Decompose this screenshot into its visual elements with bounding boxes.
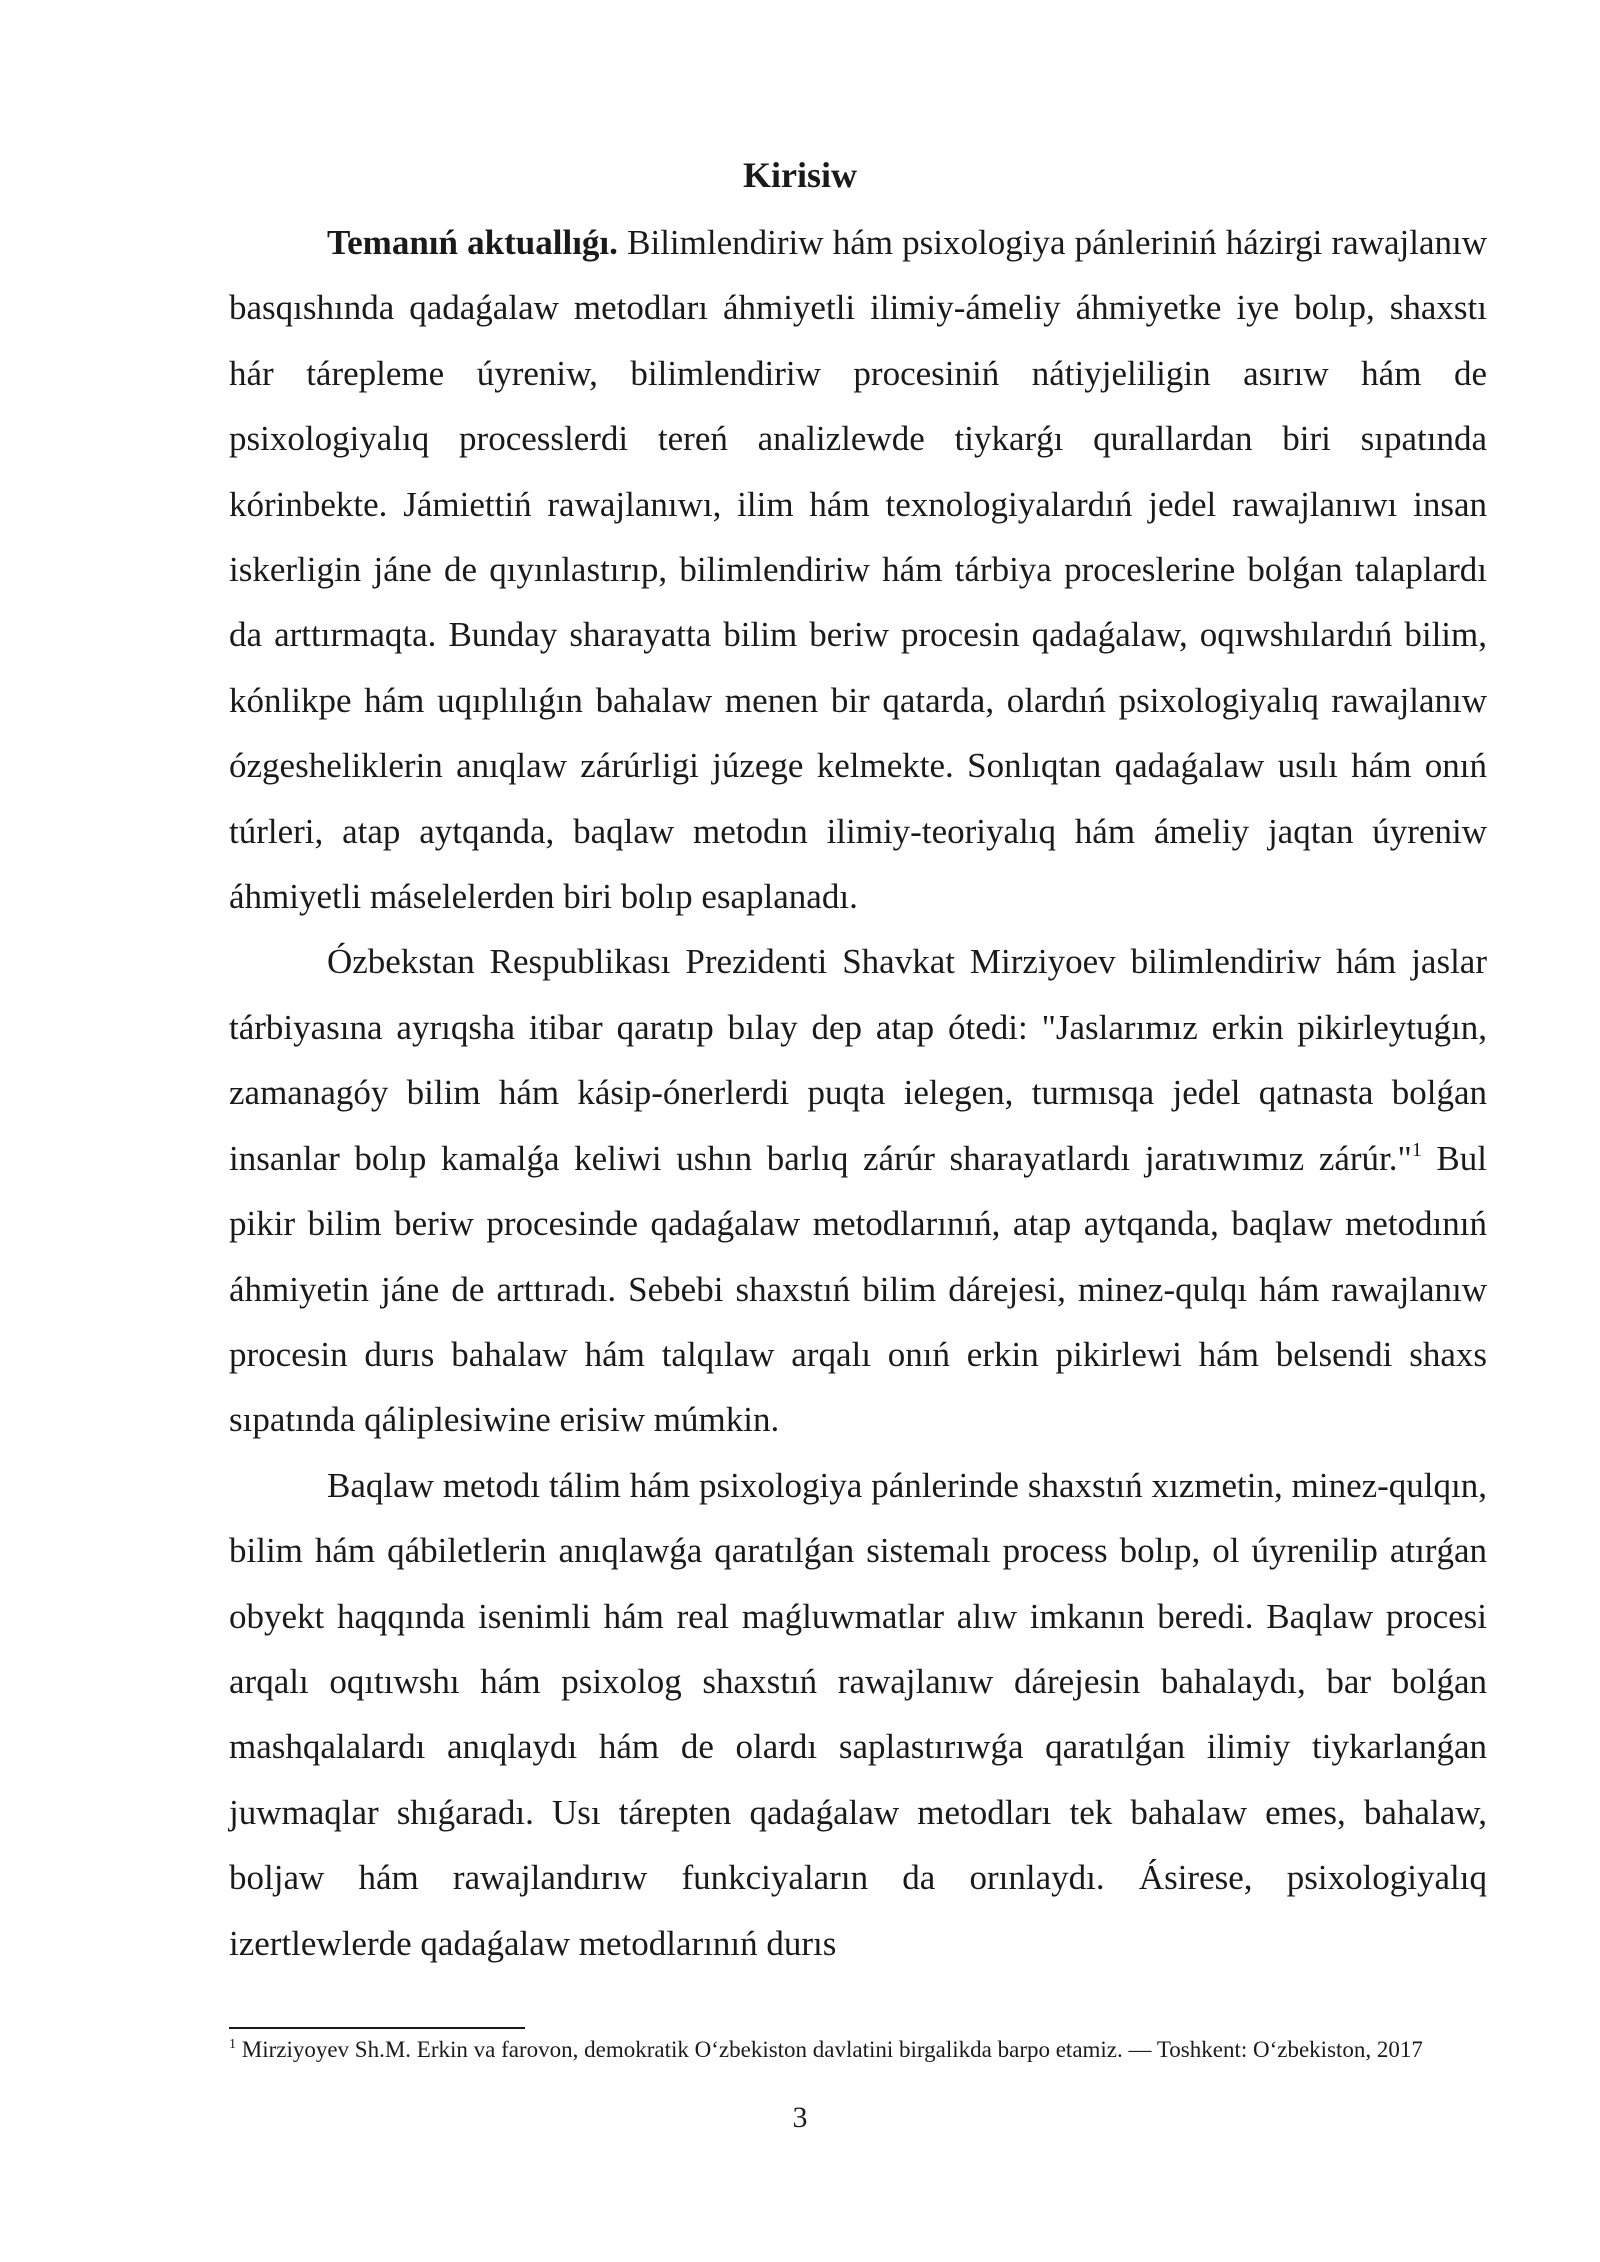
footnote xyxy=(229,2035,1487,2064)
paragraph-text: Ózbekstan Respublikası Prezidenti Shavkat Mirziyoev bilimlendiriw hám jaslar tárbiyasına ayrıqsha itibar qaratıp bılay dep atap ótedi: "Jaslarımız erkin pikirleytuǵın, zamanagóy bilim hám kásip-ónerlerdi puqta ielegen, turmısqa jedel qatnasta bolǵan insanlar bolıp kamalǵa keliwi ushın barlıq zárúr sharayatlardı jaratıwımız zárúr." xyxy=(229,942,1487,1178)
paragraph-text: Bilimlendiriw hám psixologiya pánleriniń házirgi rawajlanıw basqıshında qadaǵalaw metodları áhmiyetli ilimiy-ámeliy áhmiyetke iye bolıp, shaxstı hár tárepleme úyreniw, bilimlendiriw procesiniń nátiyjeliligin asırıw hám de psixologiyalıq processlerdi tereń analizlewde tiykarǵı qurallardan biri sıpatında kórinbekte. Jámiettiń rawajlanıwı, ilim hám texnologiyalardıń jedel rawajlanıwı insan iskerligin jáne de qıyınlastırıp, bilimlendiriw hám tárbiya proceslerine bolǵan talaplardı da arttırmaqta. Bunday sharayatta bilim beriw procesin qadaǵalaw, oqıwshılardıń bilim, kónlikpe hám uqıplılıǵın bahalaw menen bir qatarda, olardıń psixologiyalıq rawajlanıw ózgesheliklerin anıqlaw zárúrligi júzege kelmekte. Sonlıqtan qadaǵalaw usılı hám onıń túrleri, atap aytqanda, baqlaw metodın ilimiy-teoriyalıq hám ámeliy jaqtan úyreniw áhmiyetli máselelerden biri bolıp esaplanadı. xyxy=(229,223,1488,917)
page-title: Kirisiw xyxy=(743,155,857,195)
footnote-text: Mirziyoyev Sh.M. Erkin va farovon, demokratik O‘zbekiston davlatini birgalikda barpo etamiz. — Toshkent: O‘zbekiston, 2017 xyxy=(236,2037,1423,2062)
page-number: 3 xyxy=(792,2101,808,2134)
footnote-separator xyxy=(229,2027,525,2029)
paragraph-text: Baqlaw metodı tálim hám psixologiya pánlerinde shaxstıń xızmetin, minez-qulqın, bilim hám qábiletlerin anıqlawǵa qaratılǵan sistemalı process bolıp, ol úyrenilip atırǵan obyekt haqqında isenimli hám real maǵluwmatlar alıw imkanın beredi. Baqlaw procesi arqalı oqıtıwshı hám psixolog shaxstıń rawajlanıw dárejesin bahalaydı, bar bolǵan mashqalalardı anıqlaydı hám de olardı saplastırıwǵa qaratılǵan ilimiy tiykarlanǵan juwmaqlar shıǵaradı. Usı tárepten qadaǵalaw metodları tek bahalaw emes, bahalaw, boljaw hám rawajlandırıw funkciyaların da orınlaydı. Ásirese, psixologiyalıq izertlewlerde qadaǵalaw metodlarınıń durıs xyxy=(229,1465,1487,1963)
paragraph-1 xyxy=(229,210,1487,929)
footnote-number: 1 xyxy=(229,2037,236,2052)
footnote-reference[interactable]: 1 xyxy=(1411,1138,1422,1161)
paragraph-2 xyxy=(229,929,1487,1452)
body-text xyxy=(229,210,1487,1976)
paragraph-text: Bul pikir bilim beriw procesinde qadaǵalaw metodlarınıń, atap aytqanda, baqlaw metodınıń áhmiyetin jáne de arttıradı. Sebebi shaxstıń bilim dárejesi, minez-qulqı hám rawajlanıw procesin durıs bahalaw hám talqılaw arqalı onıń erkin pikirlewi hám belsendi shaxs sıpatında qáliplesiwine erisiw múmkin. xyxy=(229,1138,1487,1440)
paragraph-3 xyxy=(229,1453,1487,1976)
paragraph-lead: Temanıń aktuallıǵı. xyxy=(327,223,618,262)
